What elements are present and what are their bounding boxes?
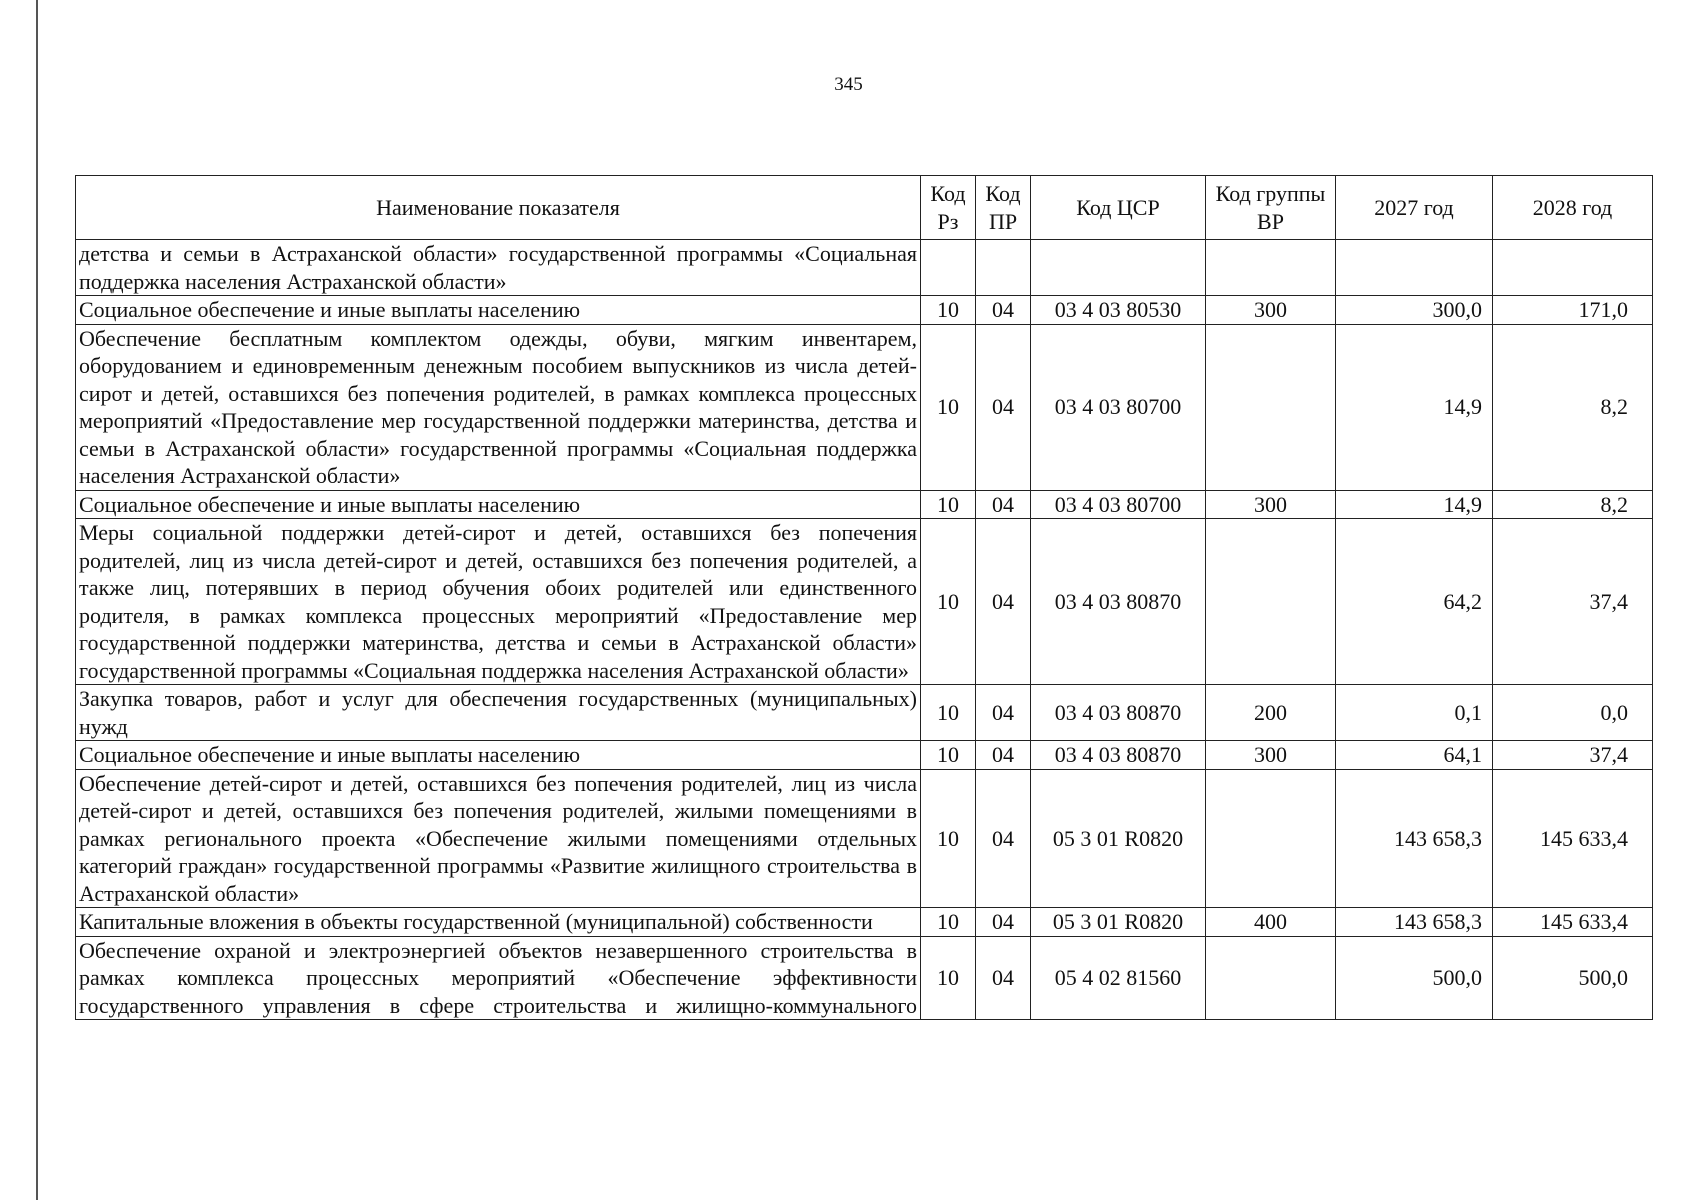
table-row: [76, 769, 1653, 908]
cell-2027: 143 658,3: [1336, 769, 1493, 908]
cell-rz: [921, 240, 976, 296]
cell-rz: 10: [921, 936, 976, 1020]
cell-2027: 64,2: [1336, 519, 1493, 685]
cell-2027: 300,0: [1336, 296, 1493, 325]
cell-csr: 03 4 03 80870: [1031, 741, 1206, 770]
cell-name: Обеспечение бесплатным комплектом одежды, обуви, мягким инвентарем, оборудованием и единовременным денежным пособием выпускников из числа детей-сирот и детей, оставшихся без попечения родителей, в рамках комплекса процессных мероприятий «Предоставление мер государственной поддержки материнства, детства и семьи в Астраханской области» государственной программы «Социальная поддержка населения Астраханской области»: [76, 324, 921, 490]
cell-pr: 04: [976, 296, 1031, 325]
cell-pr: [976, 240, 1031, 296]
cell-csr: [1031, 240, 1206, 296]
cell-vr: [1206, 324, 1336, 490]
cell-2027: [1336, 240, 1493, 296]
cell-csr: 03 4 03 80700: [1031, 324, 1206, 490]
cell-name: Социальное обеспечение и иные выплаты населению: [76, 490, 921, 519]
cell-name: Закупка товаров, работ и услуг для обеспечения государственных (муниципальных) нужд: [76, 685, 921, 741]
table-row: [76, 490, 1653, 519]
table-row: [76, 519, 1653, 685]
header-name: Наименование показателя: [76, 176, 921, 240]
cell-vr: 200: [1206, 685, 1336, 741]
cell-name: Капитальные вложения в объекты государственной (муниципальной) собственности: [76, 908, 921, 937]
cell-vr: 300: [1206, 490, 1336, 519]
table-row: [76, 240, 1653, 296]
page-margin-line: [36, 0, 38, 1200]
table-row: [76, 936, 1653, 1020]
cell-pr: 04: [976, 324, 1031, 490]
cell-2027: 14,9: [1336, 490, 1493, 519]
table-row: [76, 324, 1653, 490]
cell-vr: [1206, 936, 1336, 1020]
cell-2027: 64,1: [1336, 741, 1493, 770]
cell-rz: 10: [921, 324, 976, 490]
cell-pr: 04: [976, 519, 1031, 685]
table-row: [76, 296, 1653, 325]
header-2028: 2028 год: [1493, 176, 1653, 240]
cell-2028: 500,0: [1493, 936, 1653, 1020]
page-number: 345: [834, 74, 863, 95]
cell-2027: 0,1: [1336, 685, 1493, 741]
cell-2027: 500,0: [1336, 936, 1493, 1020]
cell-rz: 10: [921, 741, 976, 770]
cell-csr: 03 4 03 80700: [1031, 490, 1206, 519]
cell-csr: 05 4 02 81560: [1031, 936, 1206, 1020]
cell-pr: 04: [976, 685, 1031, 741]
cell-name: Обеспечение детей-сирот и детей, оставшихся без попечения родителей, лиц из числа детей-сирот и детей, оставшихся без попечения родителей, жилыми помещениями в рамках регионального проекта «Обеспечение жилыми помещениями отдельных категорий граждан» государственной программы «Развитие жилищного строительства в Астраханской области»: [76, 769, 921, 908]
cell-name: Меры социальной поддержки детей-сирот и детей, оставшихся без попечения родителей, лиц из числа детей-сирот и детей, оставшихся без попечения родителей, а также лиц, потерявших в период обучения обоих родителей или единственного родителя, в рамках комплекса процессных мероприятий «Предоставление мер государственной поддержки материнства, детства и семьи в Астраханской области» государственной программы «Социальная поддержка населения Астраханской области»: [76, 519, 921, 685]
cell-pr: 04: [976, 908, 1031, 937]
cell-2028: 8,2: [1493, 490, 1653, 519]
cell-pr: 04: [976, 769, 1031, 908]
cell-vr: 400: [1206, 908, 1336, 937]
table-row: [76, 741, 1653, 770]
cell-2028: 8,2: [1493, 324, 1653, 490]
cell-vr: 300: [1206, 741, 1336, 770]
cell-csr: 05 3 01 R0820: [1031, 769, 1206, 908]
header-rz: Код Рз: [921, 176, 976, 240]
cell-2028: 0,0: [1493, 685, 1653, 741]
cell-csr: 03 4 03 80870: [1031, 519, 1206, 685]
table-row: [76, 908, 1653, 937]
budget-table: [75, 175, 1653, 1020]
header-2027: 2027 год: [1336, 176, 1493, 240]
table-header-row: [76, 176, 1653, 240]
cell-vr: [1206, 769, 1336, 908]
cell-pr: 04: [976, 741, 1031, 770]
cell-name: детства и семьи в Астраханской области» государственной программы «Социальная поддержка населения Астраханской области»: [76, 240, 921, 296]
cell-vr: 300: [1206, 296, 1336, 325]
cell-2028: 145 633,4: [1493, 908, 1653, 937]
header-pr: Код ПР: [976, 176, 1031, 240]
cell-rz: 10: [921, 490, 976, 519]
cell-rz: 10: [921, 296, 976, 325]
cell-name: Обеспечение охраной и электроэнергией объектов незавершенного строительства в рамках комплекса процессных мероприятий «Обеспечение эффективности государственного управления в сфере строительства и жилищно-коммунального: [76, 936, 921, 1020]
cell-rz: 10: [921, 908, 976, 937]
cell-rz: 10: [921, 685, 976, 741]
cell-vr: [1206, 240, 1336, 296]
cell-2028: 171,0: [1493, 296, 1653, 325]
cell-2027: 14,9: [1336, 324, 1493, 490]
cell-name: Социальное обеспечение и иные выплаты населению: [76, 741, 921, 770]
cell-pr: 04: [976, 936, 1031, 1020]
cell-name: Социальное обеспечение и иные выплаты населению: [76, 296, 921, 325]
table-row: [76, 685, 1653, 741]
cell-2028: [1493, 240, 1653, 296]
cell-rz: 10: [921, 519, 976, 685]
header-csr: Код ЦСР: [1031, 176, 1206, 240]
cell-rz: 10: [921, 769, 976, 908]
cell-2028: 37,4: [1493, 519, 1653, 685]
cell-csr: 03 4 03 80530: [1031, 296, 1206, 325]
cell-2028: 145 633,4: [1493, 769, 1653, 908]
cell-2027: 143 658,3: [1336, 908, 1493, 937]
cell-pr: 04: [976, 490, 1031, 519]
cell-vr: [1206, 519, 1336, 685]
header-vr: Код группы ВР: [1206, 176, 1336, 240]
cell-csr: 05 3 01 R0820: [1031, 908, 1206, 937]
cell-2028: 37,4: [1493, 741, 1653, 770]
cell-csr: 03 4 03 80870: [1031, 685, 1206, 741]
